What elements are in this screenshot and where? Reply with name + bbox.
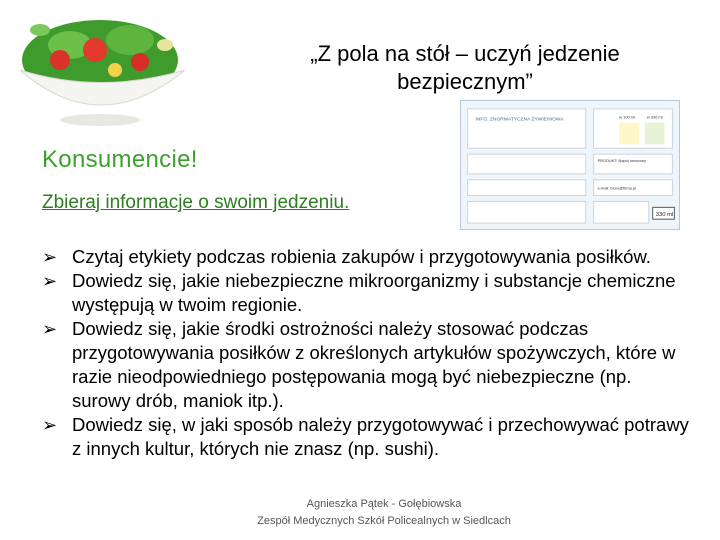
label-volume-text: 330 ml xyxy=(655,212,674,219)
slide-title xyxy=(290,40,640,96)
bullet-item xyxy=(42,317,692,413)
bullet-text: Dowiedz się, jakie niebezpieczne mikroorganizmy i substancje chemiczne występują w twoim regionie. xyxy=(72,270,676,315)
arrow-bullet-icon: ➢ xyxy=(42,415,58,435)
bullet-item xyxy=(42,269,692,317)
label-email-text: e-mail: biuro@firma.pl xyxy=(597,185,636,191)
bullet-list xyxy=(42,245,692,461)
bullet-text: Dowiedz się, w jaki sposób należy przygotowywać i przechowywać potrawy z innych kultur, których nie znasz (np. sushi). xyxy=(72,414,689,459)
title-line-1: „Z pola na stół – uczyń jedzenie xyxy=(310,41,620,66)
arrow-bullet-icon: ➢ xyxy=(42,247,58,267)
salad-bowl-image xyxy=(0,0,210,140)
arrow-bullet-icon: ➢ xyxy=(42,319,58,339)
title-line-2: bezpiecznym” xyxy=(397,69,533,94)
footer-author: Agnieszka Pątek - Gołębiowska xyxy=(306,498,462,510)
footer-school: Zespół Medycznych Szkół Policealnych w Siedlcach xyxy=(257,515,511,527)
label-col2-text: w 330 ml xyxy=(646,114,663,120)
label-product-text: PRODUKT: Napój owocowy xyxy=(597,158,646,164)
food-label-image xyxy=(460,100,680,230)
bullet-text: Dowiedz się, jakie środki ostrożności należy stosować podczas przygotowywania posiłków z określonych artykułów spożywczych, które w razie nieodpowiedniego postępowania mogą być niebezpieczne (np. surowy drób, maniok itp.). xyxy=(72,318,676,411)
arrow-bullet-icon: ➢ xyxy=(42,271,58,291)
heading-consumer: Konsumencie! xyxy=(42,146,198,173)
footer xyxy=(0,496,720,530)
label-col1-text: w 100 ml xyxy=(619,114,635,120)
bullet-text: Czytaj etykiety podczas robienia zakupów i przygotowywania posiłków. xyxy=(72,246,651,267)
bullet-item xyxy=(42,245,692,269)
label-header-text: INFO. ZNORMATYCZNA ŻYWIENIOWA xyxy=(475,117,564,123)
bullet-item xyxy=(42,413,692,461)
subheading-collect-info: Zbieraj informacje o swoim jedzeniu. xyxy=(42,192,350,213)
